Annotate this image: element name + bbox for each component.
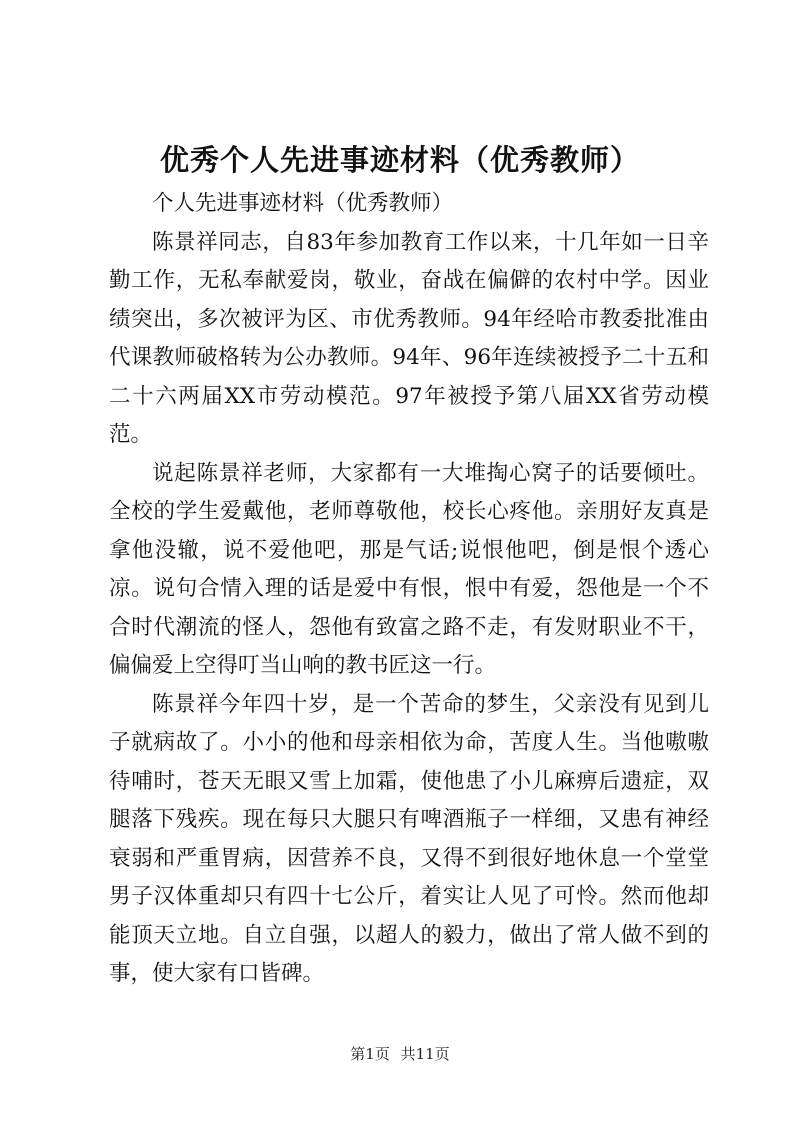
paragraph-3: 陈景祥今年四十岁，是一个苦命的梦生，父亲没有见到儿子就病故了。小小的他和母亲相依为命，苦度人生。当他嗷嗷待哺时，苍天无眼又雪上加霜，使他患了小儿麻痹后遗症，双腿落下残疾。现在每只大腿只有啤酒瓶子一样细，又患有神经衰弱和严重胃病，因营养不良，又得不到很好地休息一个堂堂男子汉体重却只有四十七公斤，着实让人见了可怜。然而他却能顶天立地。自立自强，以超人的毅力，做出了常人做不到的事，使大家有口皆碑。 [109, 691, 709, 986]
page-number: 第1页 [350, 1045, 390, 1063]
page-total: 共11页 [400, 1045, 450, 1063]
document-subtitle: 个人先进事迹材料（优秀教师） [152, 191, 454, 216]
page-footer [0, 1044, 800, 1064]
paragraph-1: 陈景祥同志，自83年参加教育工作以来，十几年如一日辛勤工作，无私奉献爱岗，敬业，奋战在偏僻的农村中学。因业绩突出，多次被评为区、市优秀教师。94年经哈市教委批准由代课教师破格转为公办教师。94年、96年连续被授予二十五和二十六两届XX市劳动模范。97年被授予第八届XX省劳动模范。 [109, 229, 709, 447]
document-title: 优秀个人先进事迹材料（优秀教师） [159, 143, 640, 177]
paragraph-2: 说起陈景祥老师，大家都有一大堆掏心窝子的话要倾吐。全校的学生爱戴他，老师尊敬他，校长心疼他。亲朋好友真是拿他没辙，说不爱他吧，那是气话;说恨他吧，倒是恨个透心凉。说句合情入理的话是爱中有恨，恨中有爱，怨他是一个不合时代潮流的怪人，怨他有致富之路不走，有发财职业不干，偏偏爱上空得叮当山响的教书匠这一行。 [109, 460, 709, 678]
document-body [109, 185, 709, 994]
